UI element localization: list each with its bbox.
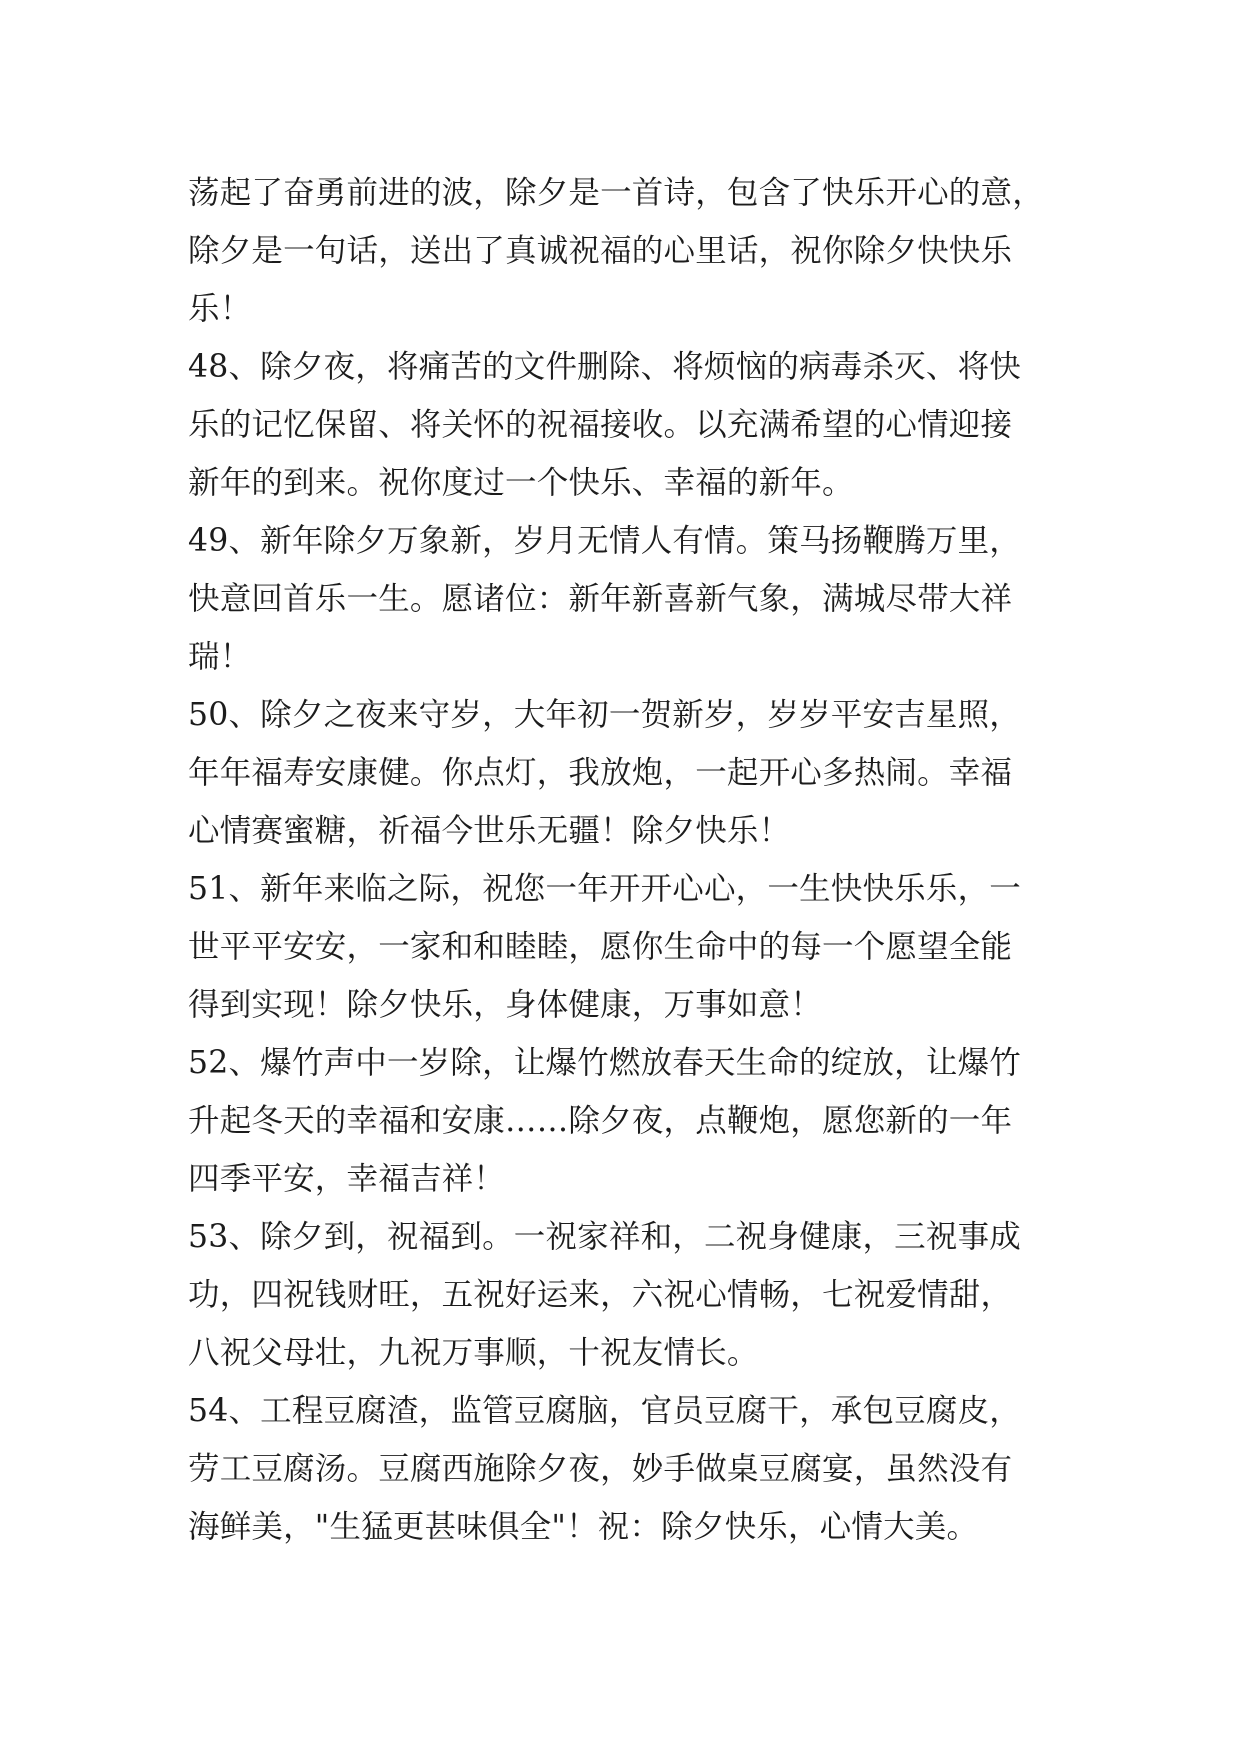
text-line: 53、除夕到，祝福到。一祝家祥和，二祝身健康，三祝事成 [188,1219,1021,1255]
text-line: 升起冬天的幸福和安康……除夕夜，点鞭炮，愿您新的一年 [188,1103,1013,1139]
text-line: 54、工程豆腐渣，监管豆腐脑，官员豆腐干，承包豆腐皮， [188,1393,1021,1429]
text-line: 瑞！ [188,639,252,675]
text-line: 得到实现！除夕快乐，身体健康，万事如意！ [188,987,823,1023]
text-line: 52、爆竹声中一岁除，让爆竹燃放春天生命的绽放，让爆竹 [188,1045,1021,1081]
text-line: 50、除夕之夜来守岁，大年初一贺新岁，岁岁平安吉星照， [188,697,1021,733]
text-line: 乐！ [188,291,252,327]
text-line: 八祝父母壮，九祝万事顺，十祝友情长。 [188,1335,759,1371]
text-line: 海鲜美，"生猛更甚味俱全"！祝：除夕快乐，心情大美。 [188,1509,979,1545]
text-line: 乐的记忆保留、将关怀的祝福接收。以充满希望的心情迎接 [188,407,1013,443]
text-line: 劳工豆腐汤。豆腐西施除夕夜，妙手做桌豆腐宴，虽然没有 [188,1451,1013,1487]
text-line: 荡起了奋勇前进的波，除夕是一首诗，包含了快乐开心的意， [188,175,1044,211]
text-line: 年年福寿安康健。你点灯，我放炮，一起开心多热闹。幸福 [188,755,1013,791]
text-line: 48、除夕夜，将痛苦的文件删除、将烦恼的病毒杀灭、将快 [188,349,1021,385]
text-line: 功，四祝钱财旺，五祝好运来，六祝心情畅，七祝爱情甜， [188,1277,1013,1313]
text-line: 除夕是一句话，送出了真诚祝福的心里话，祝你除夕快快乐 [188,233,1013,269]
text-line: 51、新年来临之际，祝您一年开开心心，一生快快乐乐，一 [188,871,1021,907]
document-body [188,164,1068,1556]
text-line: 新年的到来。祝你度过一个快乐、幸福的新年。 [188,465,854,501]
text-line: 快意回首乐一生。愿诸位：新年新喜新气象，满城尽带大祥 [188,581,1013,617]
text-line: 心情赛蜜糖，祈福今世乐无疆！除夕快乐！ [188,813,791,849]
text-line: 49、新年除夕万象新，岁月无情人有情。策马扬鞭腾万里， [188,523,1021,559]
text-line: 世平平安安，一家和和睦睦，愿你生命中的每一个愿望全能 [188,929,1013,965]
text-line: 四季平安，幸福吉祥！ [188,1161,506,1197]
